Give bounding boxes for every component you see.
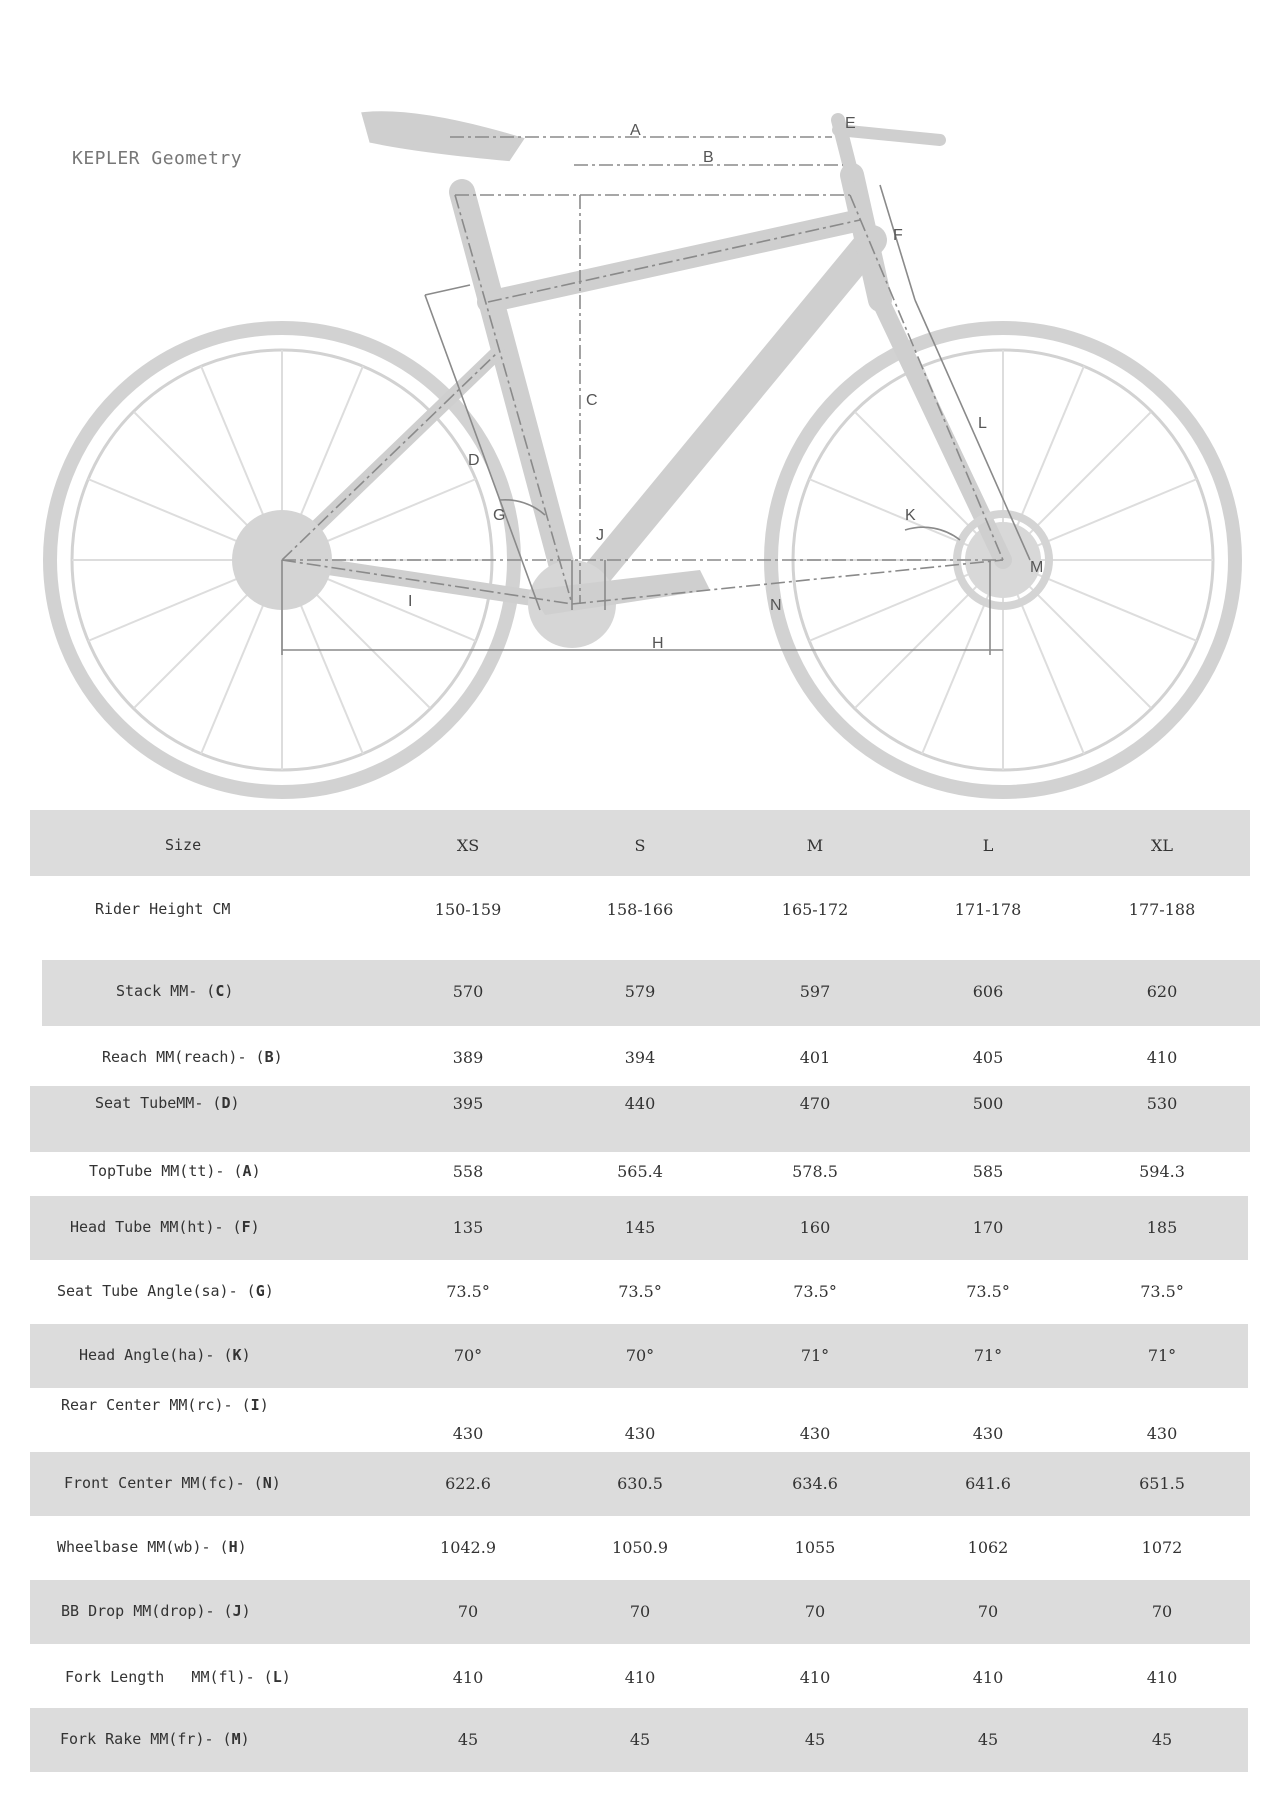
row-label — [64, 1474, 281, 1492]
row-label-letter: H — [228, 1538, 238, 1556]
value-cell: 70° — [625, 1346, 655, 1365]
row-label-letter: F — [241, 1218, 251, 1236]
row-label-text: Head Angle(ha)- ( — [79, 1346, 233, 1364]
size-header-m: M — [806, 836, 824, 855]
value-cell: 401 — [799, 1048, 831, 1067]
value-cell: 1062 — [967, 1538, 1009, 1557]
table-row — [0, 1452, 1280, 1516]
value-cell: 405 — [972, 1048, 1004, 1067]
value-cell: 530 — [1146, 1094, 1178, 1113]
value-cell: 430 — [972, 1424, 1004, 1443]
value-cell: 177-188 — [1128, 900, 1196, 919]
row-label-text: Reach MM(reach)- ( — [102, 1048, 265, 1066]
value-cell: 73.5° — [793, 1282, 837, 1301]
row-label-letter: C — [215, 982, 225, 1000]
row-label-close: ) — [273, 1048, 283, 1066]
row-label-text: Fork Length MM(fl)- ( — [65, 1668, 273, 1686]
value-cell: 145 — [624, 1218, 656, 1237]
value-cell: 594.3 — [1139, 1162, 1185, 1181]
row-label-letter: D — [221, 1094, 231, 1112]
value-cell: 579 — [624, 982, 656, 1001]
table-row — [0, 1708, 1280, 1772]
row-label — [102, 1048, 283, 1066]
row-label — [61, 1396, 269, 1414]
row-label-letter: L — [272, 1668, 282, 1686]
value-cell: 45 — [804, 1730, 826, 1749]
value-cell: 565.4 — [617, 1162, 663, 1181]
row-label — [95, 1094, 240, 1112]
row-label-close: ) — [241, 1602, 251, 1620]
row-label-text: Head Tube MM(ht)- ( — [70, 1218, 242, 1236]
row-label-letter: J — [232, 1602, 242, 1620]
value-cell: 73.5° — [618, 1282, 662, 1301]
value-cell: 394 — [624, 1048, 656, 1067]
value-cell: 70 — [977, 1602, 999, 1621]
value-cell: 135 — [452, 1218, 484, 1237]
value-cell: 1072 — [1141, 1538, 1183, 1557]
value-cell: 410 — [1146, 1048, 1178, 1067]
value-cell: 45 — [457, 1730, 479, 1749]
value-cell: 165-172 — [781, 900, 849, 919]
value-cell: 570 — [452, 982, 484, 1001]
value-cell: 73.5° — [1140, 1282, 1184, 1301]
row-label-text: Rear Center MM(rc)- ( — [61, 1396, 251, 1414]
row-label-letter: G — [255, 1282, 265, 1300]
table-row — [0, 1388, 1280, 1452]
row-label — [61, 1602, 251, 1620]
value-cell: 160 — [799, 1218, 831, 1237]
row-label-text: TopTube MM(tt)- ( — [89, 1162, 243, 1180]
row-label — [57, 1538, 247, 1556]
value-cell: 150-159 — [434, 900, 502, 919]
row-label-close: ) — [264, 1282, 274, 1300]
row-label-letter: K — [232, 1346, 242, 1364]
value-cell: 158-166 — [606, 900, 674, 919]
row-label-letter: A — [242, 1162, 252, 1180]
table-header-row — [0, 810, 1280, 876]
value-cell: 606 — [972, 982, 1004, 1001]
label-h: H — [652, 635, 664, 652]
table-row — [0, 1324, 1280, 1388]
value-cell: 410 — [1146, 1668, 1178, 1687]
value-cell: 641.6 — [965, 1474, 1011, 1493]
value-cell: 389 — [452, 1048, 484, 1067]
value-cell: 73.5° — [446, 1282, 490, 1301]
size-header-xs: XS — [456, 836, 480, 855]
row-label — [60, 1730, 250, 1748]
label-l: L — [978, 415, 987, 432]
value-cell: 395 — [452, 1094, 484, 1113]
row-label — [57, 1282, 274, 1300]
value-cell: 410 — [624, 1668, 656, 1687]
row-label-close: ) — [250, 1218, 260, 1236]
row-label-close: ) — [281, 1668, 291, 1686]
row-label-close: ) — [251, 1162, 261, 1180]
table-row — [0, 1196, 1280, 1260]
table-row — [0, 1516, 1280, 1580]
value-cell: 70 — [629, 1602, 651, 1621]
table-row — [0, 1026, 1280, 1090]
row-label-text: Seat Tube Angle(sa)- ( — [57, 1282, 256, 1300]
row-label-text: Stack MM- ( — [116, 982, 216, 1000]
row-label-close: ) — [259, 1396, 269, 1414]
size-header-xl: XL — [1150, 836, 1174, 855]
label-g: G — [493, 507, 506, 524]
value-cell: 1042.9 — [440, 1538, 496, 1557]
value-cell: 171-178 — [954, 900, 1022, 919]
table-row — [0, 1644, 1280, 1708]
label-j: J — [596, 527, 604, 544]
value-cell: 71° — [800, 1346, 830, 1365]
size-header-s: S — [634, 836, 646, 855]
label-f: F — [893, 227, 903, 244]
value-cell: 410 — [452, 1668, 484, 1687]
value-cell: 585 — [972, 1162, 1004, 1181]
row-label-text: Wheelbase MM(wb)- ( — [57, 1538, 229, 1556]
value-cell: 500 — [972, 1094, 1004, 1113]
row-label-close: ) — [241, 1346, 251, 1364]
table-row — [0, 876, 1280, 940]
size-header-l: L — [982, 836, 994, 855]
value-cell: 430 — [1146, 1424, 1178, 1443]
value-cell: 578.5 — [792, 1162, 838, 1181]
value-cell: 70 — [457, 1602, 479, 1621]
label-m: M — [1030, 559, 1044, 576]
value-cell: 440 — [624, 1094, 656, 1113]
row-label-letter: B — [264, 1048, 274, 1066]
value-cell: 45 — [629, 1730, 651, 1749]
value-cell: 651.5 — [1139, 1474, 1185, 1493]
row-label — [116, 982, 233, 1000]
label-k: K — [905, 507, 916, 524]
value-cell: 430 — [452, 1424, 484, 1443]
row-label — [79, 1346, 251, 1364]
bike-geometry-diagram — [0, 70, 1280, 810]
label-n: N — [770, 597, 782, 614]
value-cell: 185 — [1146, 1218, 1178, 1237]
value-cell: 70 — [1151, 1602, 1173, 1621]
label-i: I — [408, 593, 413, 610]
row-label-letter: I — [250, 1396, 260, 1414]
value-cell: 45 — [1151, 1730, 1173, 1749]
value-cell: 71° — [1147, 1346, 1177, 1365]
row-label-letter: N — [262, 1474, 272, 1492]
row-label — [65, 1668, 291, 1686]
row-label-close: ) — [224, 982, 234, 1000]
row-label-text: Front Center MM(fc)- ( — [64, 1474, 263, 1492]
row-label — [89, 1162, 261, 1180]
value-cell: 597 — [799, 982, 831, 1001]
table-row — [0, 1086, 1280, 1152]
value-cell: 558 — [452, 1162, 484, 1181]
value-cell: 1055 — [794, 1538, 836, 1557]
row-label-text: Rider Height CM — [95, 900, 231, 918]
value-cell: 410 — [799, 1668, 831, 1687]
value-cell: 630.5 — [617, 1474, 663, 1493]
value-cell: 1050.9 — [612, 1538, 668, 1557]
value-cell: 622.6 — [445, 1474, 491, 1493]
row-label-close: ) — [240, 1730, 250, 1748]
label-c: C — [586, 392, 598, 409]
row-label-text: Seat TubeMM- ( — [95, 1094, 222, 1112]
label-b: B — [703, 149, 714, 166]
value-cell: 70° — [453, 1346, 483, 1365]
value-cell: 470 — [799, 1094, 831, 1113]
row-label-letter: M — [231, 1730, 241, 1748]
table-row — [0, 1580, 1280, 1644]
size-header-label: Size — [165, 836, 202, 854]
label-d: D — [468, 452, 480, 469]
value-cell: 170 — [972, 1218, 1004, 1237]
value-cell: 71° — [973, 1346, 1003, 1365]
geometry-table — [0, 810, 1280, 1790]
table-row — [0, 1260, 1280, 1324]
value-cell: 430 — [799, 1424, 831, 1443]
row-label-text: BB Drop MM(drop)- ( — [61, 1602, 233, 1620]
row-label-close: ) — [230, 1094, 240, 1112]
value-cell: 45 — [977, 1730, 999, 1749]
value-cell: 70 — [804, 1602, 826, 1621]
page-title: KEPLER Geometry — [72, 148, 243, 169]
value-cell: 620 — [1146, 982, 1178, 1001]
value-cell: 634.6 — [792, 1474, 838, 1493]
label-e: E — [845, 115, 856, 132]
row-label — [95, 900, 230, 918]
label-a: A — [630, 122, 641, 139]
table-row — [0, 960, 1280, 1026]
row-label-text: Fork Rake MM(fr)- ( — [60, 1730, 232, 1748]
row-label — [70, 1218, 260, 1236]
row-label-close: ) — [271, 1474, 281, 1492]
row-label-close: ) — [237, 1538, 247, 1556]
value-cell: 430 — [624, 1424, 656, 1443]
value-cell: 73.5° — [966, 1282, 1010, 1301]
value-cell: 410 — [972, 1668, 1004, 1687]
